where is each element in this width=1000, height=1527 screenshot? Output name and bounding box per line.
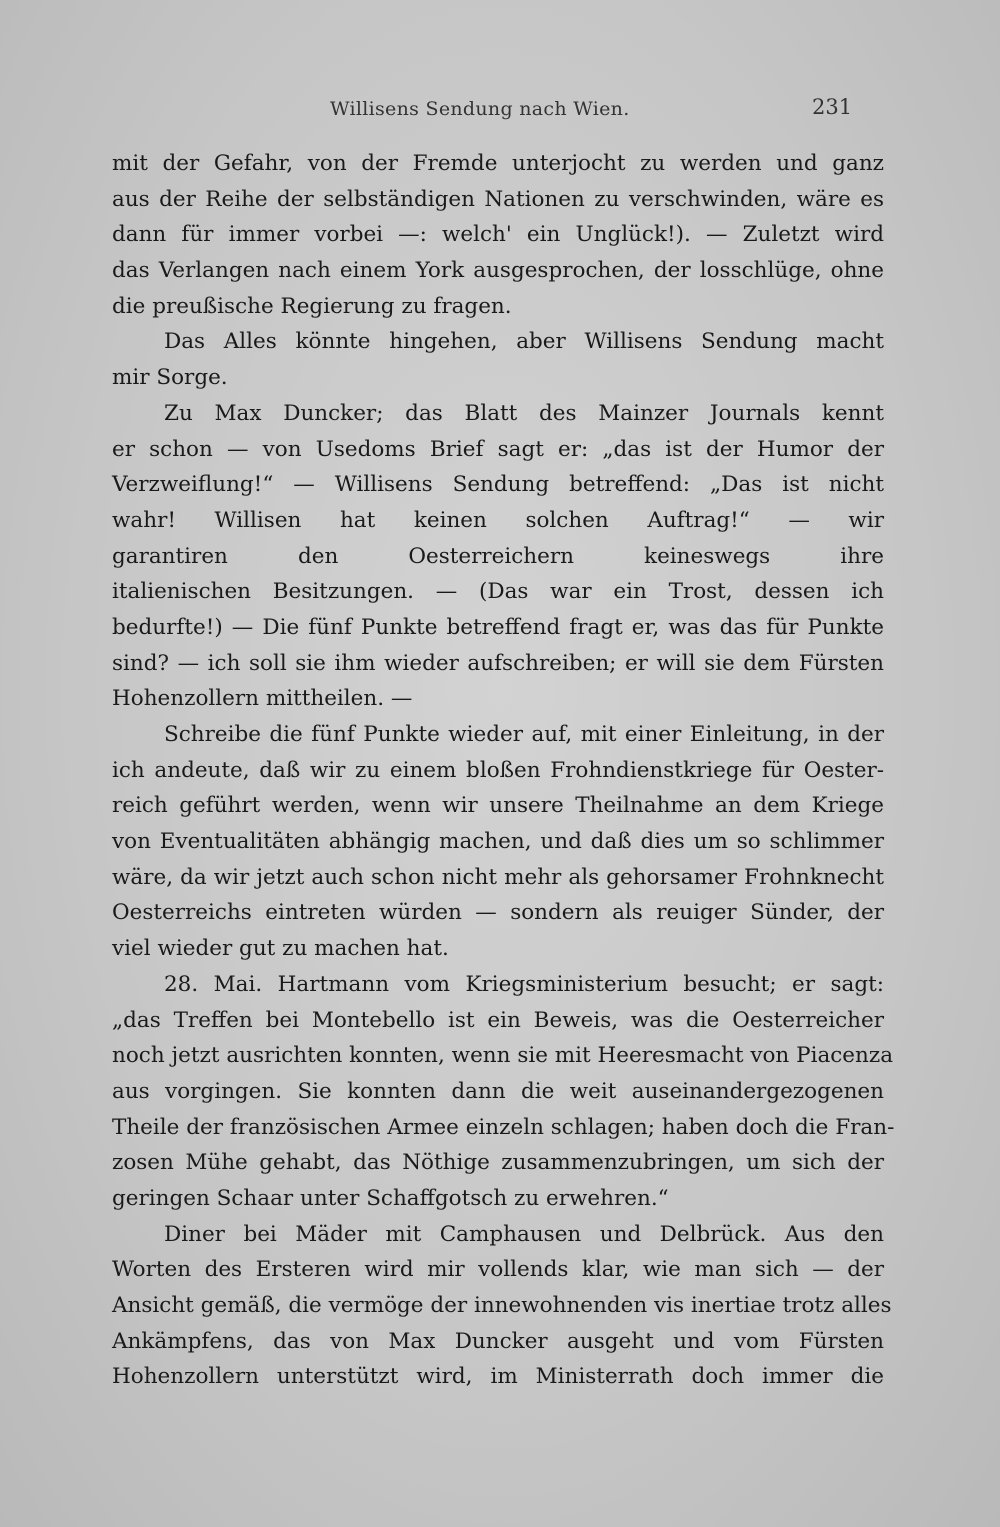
text-line: er schon — von Usedoms Brief sagt er: „das ist der Humor der [112,436,884,462]
text-line: Oesterreichs eintreten würden — sondern als reuiger Sünder, der [112,900,884,926]
text-line: aus vorgingen. Sie konnten dann die weit auseinandergezogenen [112,1078,884,1104]
text-line: aus der Reihe der selbständigen Nationen zu verschwinden, wäre es [112,186,884,212]
text-line: wahr! Willisen hat keinen solchen Auftrag!“ — wir [112,507,884,533]
text-line: Hohenzollern unterstützt wird, im Ministerrath doch immer die [112,1364,884,1390]
text-line: ich andeute, daß wir zu einem bloßen Frohndienstkriege für Oester- [112,757,884,783]
text-line: italienischen Besitzungen. — (Das war ein Trost, dessen ich [112,579,884,605]
text-line: sind? — ich soll sie ihm wieder aufschreiben; er will sie dem Fürsten [112,650,884,676]
text-line: mir Sorge. [112,365,228,391]
text-line: mit der Gefahr, von der Fremde unterjocht zu werden und ganz [112,151,884,176]
text-line: von Eventualitäten abhängig machen, und daß dies um so schlimmer [112,829,884,855]
text-line: die preußische Regierung zu fragen. [112,293,512,319]
running-title: Willisens Sendung nach Wien. [330,98,630,120]
text-line: reich geführt werden, wenn wir unsere Theilnahme an dem Kriege [112,793,884,819]
text-line: Ankämpfens, das von Max Duncker ausgeht und vom Fürsten [112,1328,884,1354]
text-line: noch jetzt ausrichten konnten, wenn sie mit Heeresmacht von Piacenza [112,1043,894,1069]
text-line: bedurfte!) — Die fünf Punkte betreffend fragt er, was das für Punkte [112,614,884,640]
text-line: Diner bei Mäder mit Camphausen und Delbrück. Aus den [164,1221,884,1247]
text-line: garantiren den Oesterreichern keineswegs ihre [112,543,884,569]
text-line: viel wieder gut zu machen hat. [112,936,449,962]
text-line: Schreibe die fünf Punkte wieder auf, mit einer Einleitung, in der [164,722,884,747]
text-line: Das Alles könnte hingehen, aber Willisens Sendung macht [164,329,884,355]
running-head [0,95,1000,128]
text-line: 28. Mai. Hartmann vom Kriegsministerium besucht; er sagt: [164,971,884,997]
page-number: 231 [812,95,853,119]
text-line: Hohenzollern mittheilen. — [112,686,413,712]
text-line: zosen Mühe gehabt, das Nöthige zusammenzubringen, um sich der [112,1150,884,1176]
text-line: Verzweiflung!“ — Willisens Sendung betreffend: „Das ist nicht [112,472,884,498]
text-line: dann für immer vorbei —: welch' ein Unglück!). — Zuletzt wird [112,222,884,248]
text-line: „das Treffen bei Montebello ist ein Beweis, was die Oesterreicher [112,1007,884,1033]
text-line: Ansicht gemäß, die vermöge der innewohnenden vis inertiae trotz alles [112,1293,892,1318]
text-line: geringen Schaar unter Schaffgotsch zu erwehren.“ [112,1185,669,1211]
body-text [112,146,895,1395]
text-line: Worten des Ersteren wird mir vollends klar, wie man sich — der [112,1257,884,1283]
text-line: das Verlangen nach einem York ausgesprochen, der losschlüge, ohne [112,258,884,284]
text-line: Theile der französischen Armee einzeln schlagen; haben doch die Fran- [112,1114,895,1140]
text-line: wäre, da wir jetzt auch schon nicht mehr als gehorsamer Frohnknecht [112,864,884,890]
text-line: Zu Max Duncker; das Blatt des Mainzer Journals kennt [164,400,884,426]
